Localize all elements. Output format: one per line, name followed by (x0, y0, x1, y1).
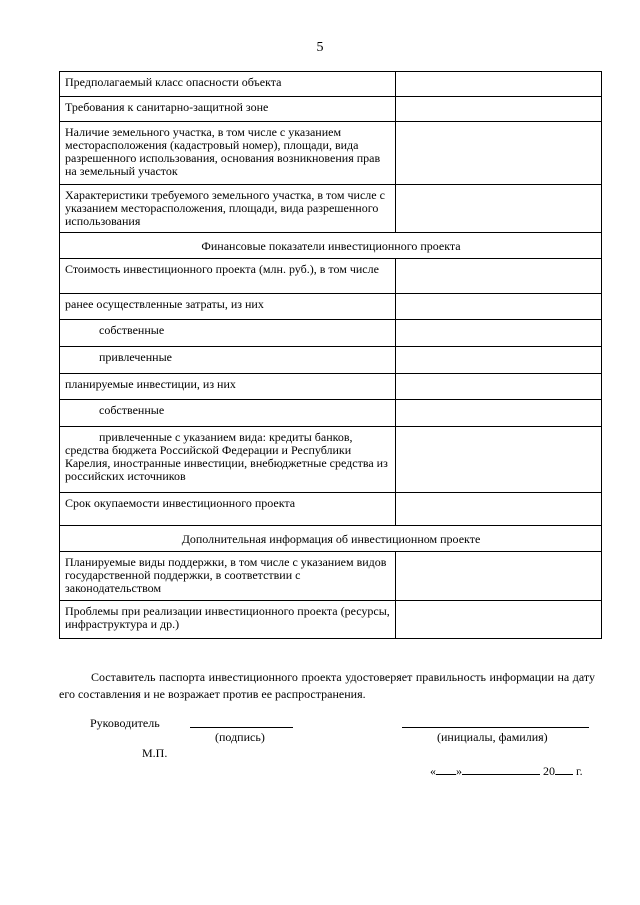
row-value-cell[interactable] (396, 347, 602, 374)
table-row (60, 493, 602, 526)
row-value-cell[interactable] (396, 185, 602, 233)
certification-statement: Составитель паспорта инвестиционного проекта удостоверяет правильность информации на дату его составления и не возражает против ее распространения. (59, 670, 595, 701)
row-label: Планируемые виды поддержки, в том числе с указанием видов государственной поддержки, в соответствии с законодательством (60, 552, 396, 601)
section-title-financial: Финансовые показатели инвестиционного проекта (60, 233, 602, 259)
row-label: ранее осуществленные затраты, из них (60, 294, 396, 320)
row-value-cell[interactable] (396, 259, 602, 294)
row-label: привлеченные с указанием вида: кредиты банков, средства бюджета Российской Федерации и Республики Карелия, иностранные инвестиции, внебюджетные средства из российских источников (60, 427, 396, 493)
table-row (60, 400, 602, 427)
table-row (60, 552, 602, 601)
date-suffix: г. (573, 764, 583, 778)
date-open-quote: « (430, 764, 436, 778)
row-value-cell[interactable] (396, 374, 602, 400)
table-row (60, 374, 602, 400)
row-label: Срок окупаемости инвестиционного проекта (60, 493, 396, 526)
row-value-cell[interactable] (396, 320, 602, 347)
table-row (60, 427, 602, 493)
row-label: собственные (60, 320, 396, 347)
date-line (430, 763, 583, 779)
row-value-cell[interactable] (396, 294, 602, 320)
row-value-cell[interactable] (396, 122, 602, 185)
date-year-prefix: 20 (540, 764, 555, 778)
row-value-cell[interactable] (396, 400, 602, 427)
date-year-field[interactable] (555, 763, 573, 775)
row-label: Проблемы при реализации инвестиционного проекта (ресурсы, инфраструктура и др.) (60, 601, 396, 639)
signature-line[interactable] (190, 727, 293, 728)
stamp-label: М.П. (142, 746, 168, 760)
row-label: Предполагаемый класс опасности объекта (60, 72, 396, 97)
section-title-additional: Дополнительная информация об инвестиционном проекте (60, 526, 602, 552)
investment-passport-table (59, 71, 602, 639)
table-row (60, 320, 602, 347)
date-month-field[interactable] (462, 763, 540, 775)
table-row (60, 185, 602, 233)
date-day-field[interactable] (436, 763, 456, 775)
section-header-row (60, 233, 602, 259)
initials-line[interactable] (402, 727, 589, 728)
table-row (60, 122, 602, 185)
row-label: собственные (60, 400, 396, 427)
row-label: Стоимость инвестиционного проекта (млн. руб.), в том числе (60, 259, 396, 294)
row-label: планируемые инвестиции, из них (60, 374, 396, 400)
row-label: Наличие земельного участка, в том числе с указанием месторасположения (кадастровый номер), площади, вида разрешенного использования, основания возникновения прав на земельный участок (60, 122, 396, 185)
row-value-cell[interactable] (396, 552, 602, 601)
row-value-cell[interactable] (396, 601, 602, 639)
row-value-cell[interactable] (396, 493, 602, 526)
table-row (60, 97, 602, 122)
row-label: Требования к санитарно-защитной зоне (60, 97, 396, 122)
table-row (60, 259, 602, 294)
page-number: 5 (316, 40, 324, 55)
signature-caption: (подпись) (215, 730, 265, 744)
table-row (60, 72, 602, 97)
initials-caption: (инициалы, фамилия) (437, 730, 548, 744)
row-value-cell[interactable] (396, 72, 602, 97)
section-header-row (60, 526, 602, 552)
head-label: Руководитель (90, 716, 160, 730)
date-close-quote: » (456, 764, 462, 778)
table-row (60, 601, 602, 639)
table-row (60, 294, 602, 320)
table-row (60, 347, 602, 374)
row-label: привлеченные (60, 347, 396, 374)
row-label: Характеристики требуемого земельного участка, в том числе с указанием месторасположения, площади, вида разрешенного использования (60, 185, 396, 233)
row-value-cell[interactable] (396, 97, 602, 122)
row-value-cell[interactable] (396, 427, 602, 493)
